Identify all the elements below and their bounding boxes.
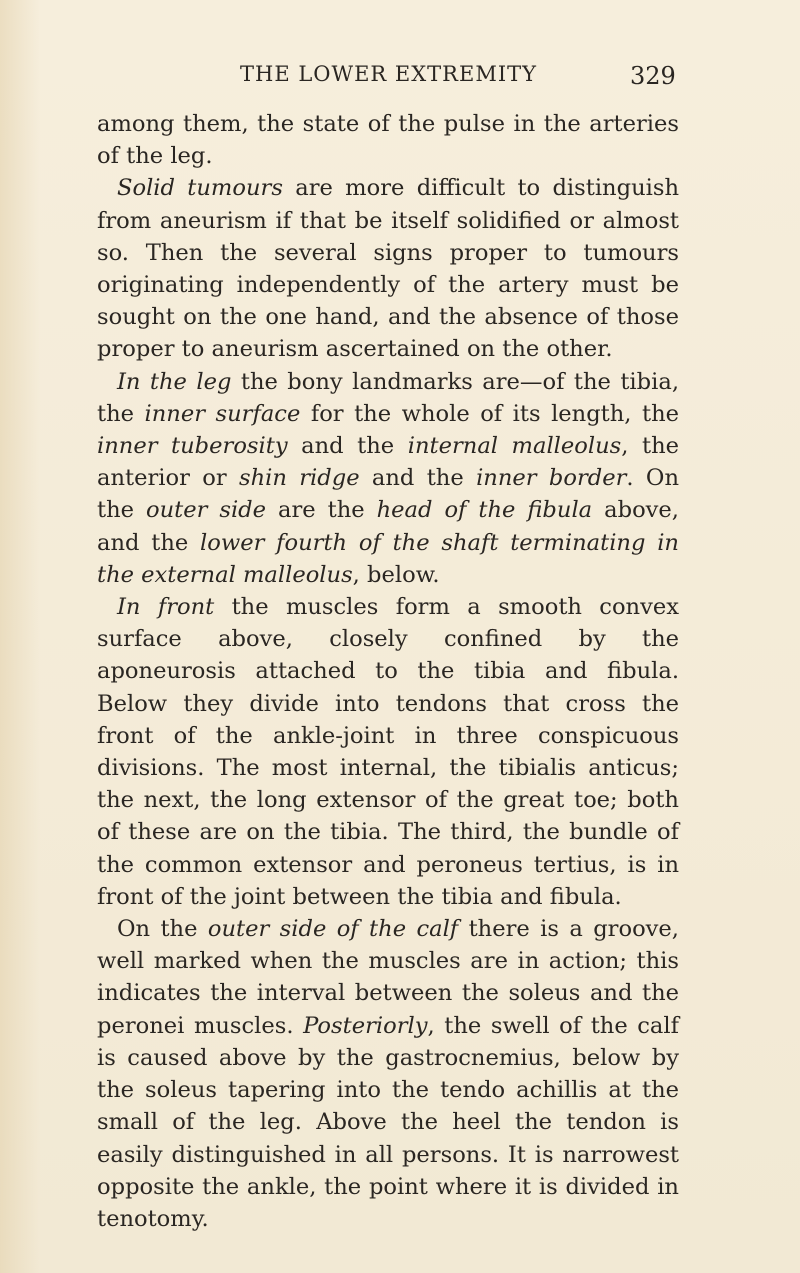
- italic-segment: lower fourth of the shaft terminating in the external malleolus: [97, 529, 679, 588]
- running-title: THE LOWER EXTREMITY: [240, 62, 537, 86]
- text-segment: On the: [117, 916, 208, 943]
- text-segment: the muscles form a smooth convex surface above, closely confined by the aponeurosis attached to the tibia and fibula. Below they divide into tendons that cross the front of the ankle-joint in three conspicuous divisions. The most internal, the tibialis anticus; the next, the long extensor of the great toe; both of these are on the tibia. The third, the bundle of the common extensor and peroneus tertius, is in front of the joint between the tibia and fibula.: [97, 594, 679, 910]
- italic-segment: Posteriorly: [303, 1012, 428, 1039]
- paragraph: [97, 366, 679, 591]
- page-number: 329: [630, 62, 676, 90]
- text-segment: , below.: [352, 561, 440, 588]
- text-segment: are more difficult to distinguish from aneurism if that be itself solidified or almost so. Then the several signs proper to tumours originating independently of the artery must be sought on the one hand, and the absence of those proper to aneurism ascertained on the other.: [97, 175, 679, 363]
- italic-segment: shin ridge: [238, 465, 360, 492]
- text-segment: , the swell of the calf is caused above by the gastrocnemius, below by the soleus tapering into the tendo achillis at the small of the leg. Above the heel the tendon is easily distinguished in all persons. It is narrowest opposite the ankle, the point where it is divided in tenotomy.: [97, 1012, 679, 1232]
- text-segment: above, and the: [97, 497, 679, 556]
- text-segment: and the: [359, 465, 477, 492]
- body-text: [97, 108, 679, 1235]
- italic-segment: inner tuberosity: [97, 433, 288, 460]
- italic-segment: outer side of the calf: [207, 916, 459, 943]
- italic-segment: Solid tumours: [117, 175, 283, 202]
- text-segment: the bony landmarks are—of the tibia, the: [97, 368, 679, 427]
- running-head: [0, 62, 800, 92]
- text-segment: for the whole of its length, the: [300, 400, 679, 427]
- text-segment: and the: [287, 433, 408, 460]
- text-segment: . On the: [97, 465, 679, 524]
- paragraph: [97, 172, 679, 365]
- italic-segment: inner border: [476, 465, 627, 492]
- italic-segment: In the leg: [117, 368, 232, 395]
- text-segment: there is a groove, well marked when the muscles are in action; this indicates the interval between the soleus and the peronei muscles.: [97, 916, 679, 1039]
- text-segment: among them, the state of the pulse in the arteries of the leg.: [97, 111, 679, 170]
- paragraph: [97, 108, 679, 172]
- text-segment: are the: [266, 497, 377, 524]
- italic-segment: In front: [117, 594, 215, 621]
- text-segment: , the anterior or: [97, 433, 679, 492]
- paragraph: [97, 591, 679, 913]
- italic-segment: internal malleolus: [407, 433, 622, 460]
- paragraph: [97, 913, 679, 1235]
- italic-segment: inner surface: [144, 400, 301, 427]
- italic-segment: head of the fibula: [376, 497, 593, 524]
- italic-segment: outer side: [145, 497, 267, 524]
